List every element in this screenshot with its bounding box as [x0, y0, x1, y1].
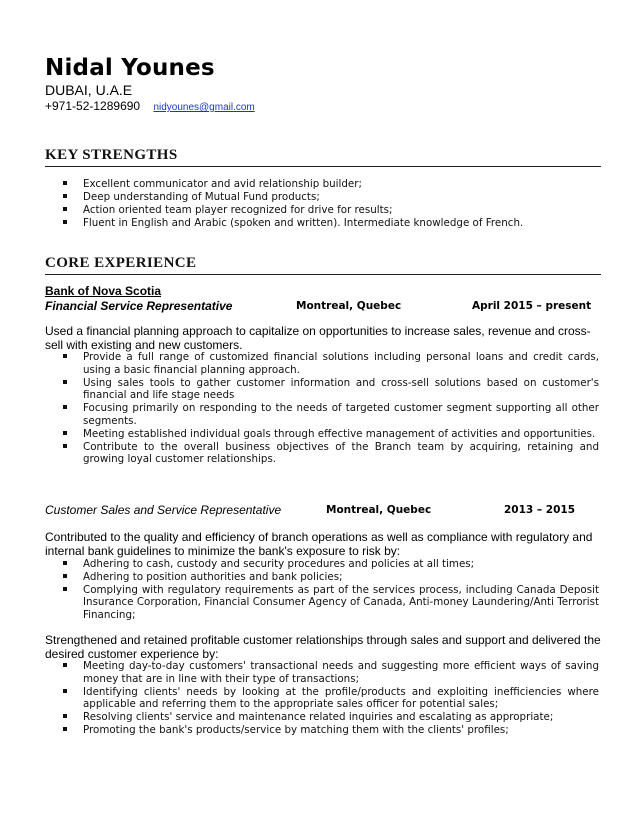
bullet-square-icon — [63, 689, 67, 693]
role-1-responsibilities — [83, 351, 599, 466]
bullet-square-icon — [63, 431, 67, 435]
role-dates: April 2015 – present — [472, 300, 592, 312]
list-item: Adhering to position authorities and bank policies; — [83, 571, 599, 584]
role-title: Financial Service Representative — [45, 299, 233, 313]
role-title: Customer Sales and Service Representative — [45, 503, 282, 517]
section-title-key-strengths: KEY STRENGTHS — [45, 147, 601, 167]
email-link[interactable]: nidyounes@gmail.com — [153, 102, 255, 113]
bullet-square-icon — [63, 354, 67, 358]
role-summary: Used a financial planning approach to capitalize on opportunities to increase sales, revenue and cross-sell with existing and new customers. — [45, 324, 591, 352]
section-title-core-experience: CORE EXPERIENCE — [45, 255, 601, 275]
role-2-compliance-list — [83, 558, 599, 622]
role-dates: 2013 – 2015 — [504, 504, 576, 516]
list-item: Resolving clients' service and maintenance related inquiries and escalating as appropriate; — [83, 711, 599, 724]
candidate-location: DUBAI, U.A.E — [45, 82, 133, 98]
list-item: Using sales tools to gather customer information and cross-sell solutions based on customer's financial and life stage needs — [83, 377, 599, 403]
bullet-square-icon — [63, 663, 67, 667]
list-item: Promoting the bank's products/service by matching them with the clients' profiles; — [83, 724, 599, 737]
bullet-square-icon — [63, 405, 67, 409]
bullet-square-icon — [63, 220, 67, 224]
list-item: Meeting established individual goals through effective management of activities and opportunities. — [83, 428, 599, 441]
bullet-square-icon — [63, 714, 67, 718]
bullet-square-icon — [63, 444, 67, 448]
bullet-square-icon — [63, 587, 67, 591]
role-summary: Contributed to the quality and efficiency of branch operations as well as compliance with regulatory and internal bank guidelines to minimize the bank's exposure to risk by: — [45, 530, 593, 558]
role-header-2 — [45, 503, 601, 517]
employer-name: Bank of Nova Scotia — [45, 284, 162, 298]
role-header-1 — [45, 299, 601, 313]
role-location: Montreal, Quebec — [326, 504, 432, 516]
list-item: Excellent communicator and avid relationship builder; — [83, 178, 603, 191]
role-summary-2: Strengthened and retained profitable customer relationships through sales and support and delivered the desired customer experience by: — [45, 633, 601, 661]
list-item: Focusing primarily on responding to the needs of targeted customer segment supporting all other segments. — [83, 402, 599, 428]
bullet-square-icon — [63, 727, 67, 731]
list-item: Deep understanding of Mutual Fund products; — [83, 191, 603, 204]
list-item: Meeting day-to-day customers' transactional needs and suggesting more efficient ways of saving money that are in line with their type of transactions; — [83, 660, 599, 686]
list-item: Contribute to the overall business objectives of the Branch team by acquiring, retaining and growing loyal customer relationships. — [83, 441, 599, 467]
bullet-square-icon — [63, 380, 67, 384]
phone-number: +971-52-1289690 — [45, 99, 141, 113]
list-item: Provide a full range of customized financial solutions including personal loans and credit cards, using a basic financial planning approach. — [83, 351, 599, 377]
list-item: Complying with regulatory requirements as part of the services process, including Canada Deposit Insurance Corporation, Financial Consumer Agency of Canada, Anti-money Laundering/Anti Terrorist Financing; — [83, 584, 599, 622]
list-item: Adhering to cash, custody and security procedures and policies at all times; — [83, 558, 599, 571]
contact-line — [45, 99, 255, 113]
bullet-square-icon — [63, 207, 67, 211]
bullet-square-icon — [63, 561, 67, 565]
list-item: Fluent in English and Arabic (spoken and written). Intermediate knowledge of French. — [83, 217, 603, 230]
bullet-square-icon — [63, 194, 67, 198]
candidate-name: Nidal Younes — [45, 55, 215, 81]
bullet-square-icon — [63, 574, 67, 578]
key-strengths-list — [83, 178, 603, 230]
role-location: Montreal, Quebec — [296, 300, 402, 312]
bullet-square-icon — [63, 181, 67, 185]
role-2-relationship-list — [83, 660, 599, 737]
list-item: Action oriented team player recognized for drive for results; — [83, 204, 603, 217]
list-item: Identifying clients' needs by looking at the profile/products and exploiting inefficiencies where applicable and referring them to the appropriate sales officer for potential sales; — [83, 686, 599, 712]
